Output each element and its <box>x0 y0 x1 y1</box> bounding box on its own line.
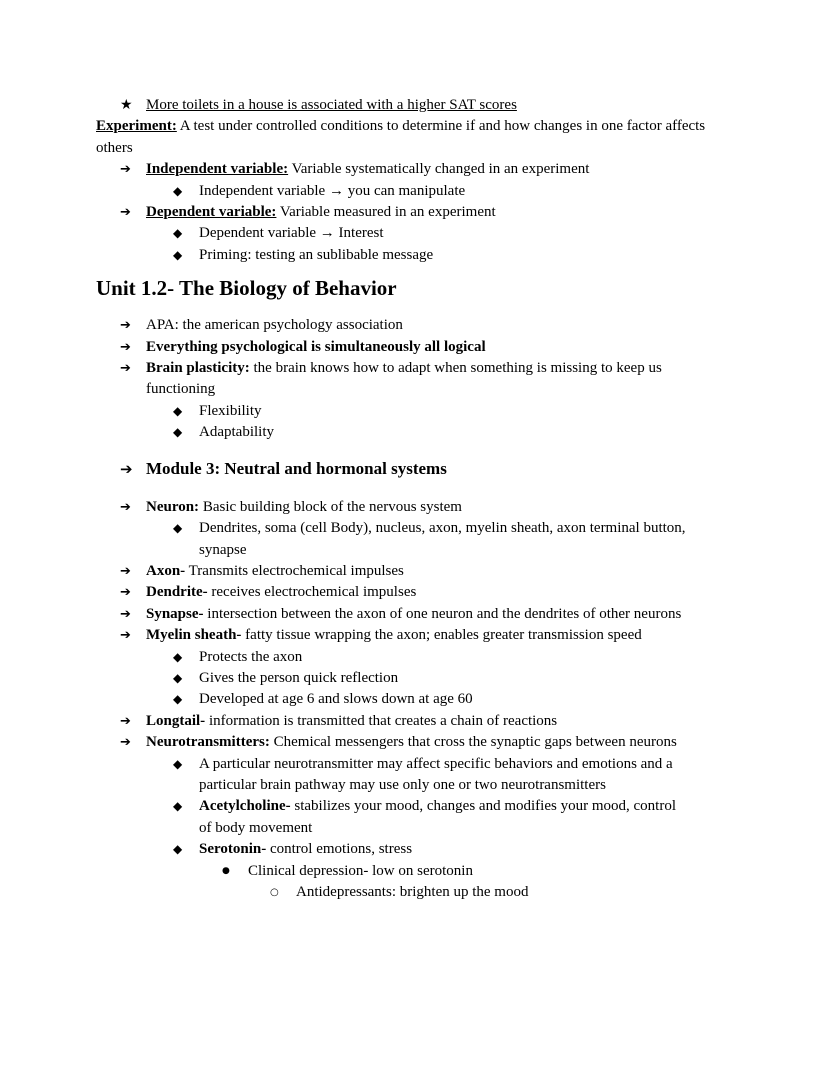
note-line-continuation <box>96 540 756 561</box>
diamond-icon: ◆ <box>173 403 183 418</box>
note-line-continuation <box>96 138 756 159</box>
note-line <box>96 116 756 137</box>
subsection-heading <box>96 457 756 481</box>
diamond-icon: ◆ <box>173 226 183 241</box>
line-text: of body movement <box>199 819 313 836</box>
note-line <box>96 337 756 358</box>
indent-spacer <box>173 540 199 561</box>
line-text: functioning <box>146 381 216 398</box>
note-line <box>96 561 756 582</box>
section-heading <box>96 274 756 302</box>
line-text: Serotonin- control emotions, stress <box>199 841 413 858</box>
line-text: A particular neurotransmitter may affect specific behaviors and emotions and a <box>199 755 673 772</box>
line-text: APA: the american psychology association <box>146 317 403 334</box>
arrow-icon: ➔ <box>120 713 131 729</box>
note-line <box>96 647 756 668</box>
note-line <box>96 839 756 860</box>
line-text: Dendrites, soma (cell Body), nucleus, axon, myelin sheath, axon terminal button, <box>199 520 686 537</box>
diamond-icon: ◆ <box>173 521 183 536</box>
line-text: Independent variable → you can manipulate <box>199 182 466 199</box>
diamond-icon: ◆ <box>173 842 183 857</box>
diamond-icon: ◆ <box>173 247 183 262</box>
line-text: Axon- Transmits electrochemical impulses <box>146 562 404 579</box>
arrow-icon: ➔ <box>120 162 131 178</box>
note-line <box>96 668 756 689</box>
diamond-icon: ◆ <box>173 756 183 771</box>
arrow-icon: ➔ <box>120 563 131 579</box>
dot-icon: ● <box>222 865 230 876</box>
note-line <box>96 159 756 180</box>
note-line <box>96 245 756 266</box>
line-text: Dependent variable: Variable measured in an experiment <box>146 204 496 221</box>
line-text: Everything psychological is simultaneously all logical <box>146 338 486 355</box>
diamond-icon: ◆ <box>173 670 183 685</box>
note-line <box>96 754 756 775</box>
line-text: Clinical depression- low on serotonin <box>248 862 473 879</box>
line-text: Dependent variable → Interest <box>199 225 384 242</box>
arrow-icon: ➔ <box>120 606 131 622</box>
diamond-icon: ◆ <box>173 692 183 707</box>
line-text: More toilets in a house is associated with a higher SAT scores <box>146 97 517 113</box>
note-line <box>96 582 756 603</box>
indent-spacer <box>173 775 199 796</box>
line-text: Unit 1.2- The Biology of Behavior <box>96 276 397 301</box>
diamond-icon: ◆ <box>173 183 183 198</box>
line-text: Independent variable: Variable systematically changed in an experiment <box>146 161 590 178</box>
line-text: Acetylcholine- stabilizes your mood, changes and modifies your mood, control <box>199 798 676 815</box>
notes-content <box>96 95 756 903</box>
diamond-icon: ◆ <box>173 425 183 440</box>
line-text: Adaptability <box>199 424 274 441</box>
star-icon: ★ <box>120 97 133 113</box>
note-line <box>96 95 756 116</box>
note-line <box>96 689 756 710</box>
note-line <box>96 315 756 336</box>
note-line <box>96 358 756 379</box>
arrow-icon: ➔ <box>120 628 131 644</box>
diamond-icon: ◆ <box>173 799 183 814</box>
line-text: Neurotransmitters: Chemical messengers that cross the synaptic gaps between neurons <box>146 734 677 751</box>
line-text: Antidepressants: brighten up the mood <box>296 884 529 900</box>
note-line <box>96 625 756 646</box>
note-line <box>96 796 756 817</box>
arrow-icon: ➔ <box>120 499 131 515</box>
line-text: Priming: testing an sublibable message <box>199 246 434 263</box>
note-line <box>96 732 756 753</box>
line-text: Dendrite- receives electrochemical impulses <box>146 584 417 601</box>
line-text: Flexibility <box>199 402 262 419</box>
note-line-continuation <box>96 818 756 839</box>
line-text: others <box>96 139 133 156</box>
line-text: Longtail- information is transmitted that creates a chain of reactions <box>146 712 558 729</box>
note-line <box>96 861 756 882</box>
note-line <box>96 223 756 244</box>
note-line-continuation <box>96 379 756 400</box>
note-line <box>96 518 756 539</box>
arrow-icon: ➔ <box>120 459 133 478</box>
arrow-icon: ➔ <box>120 339 131 355</box>
note-line <box>96 181 756 202</box>
note-line <box>96 711 756 732</box>
line-text: Brain plasticity: the brain knows how to adapt when something is missing to keep us <box>146 360 662 377</box>
line-text: Synapse- intersection between the axon of one neuron and the dendrites of other neurons <box>146 605 682 622</box>
note-line <box>96 604 756 625</box>
diamond-icon: ◆ <box>173 649 183 664</box>
note-line-continuation <box>96 775 756 796</box>
arrow-icon: ➔ <box>120 205 131 221</box>
note-line <box>96 401 756 422</box>
line-text: particular brain pathway may use only one or two neurotransmitters <box>199 776 606 793</box>
arrow-icon: ➔ <box>120 585 131 601</box>
line-text: Gives the person quick reflection <box>199 669 399 686</box>
indent-spacer <box>120 379 146 400</box>
note-line <box>96 882 756 903</box>
line-text: synapse <box>199 541 247 558</box>
note-line <box>96 202 756 223</box>
circle-icon: ○ <box>270 887 279 898</box>
line-text: Developed at age 6 and slows down at age 60 <box>199 691 473 708</box>
line-text: Experiment: A test under controlled conditions to determine if and how changes in one factor affects <box>96 118 706 135</box>
line-text: Neuron: Basic building block of the nervous system <box>146 498 462 515</box>
arrow-icon: ➔ <box>120 735 131 751</box>
note-line <box>96 422 756 443</box>
line-text: Myelin sheath- fatty tissue wrapping the axon; enables greater transmission speed <box>146 627 642 644</box>
note-line <box>96 497 756 518</box>
arrow-icon: ➔ <box>120 361 131 377</box>
line-text: Module 3: Neutral and hormonal systems <box>146 458 447 478</box>
indent-spacer <box>173 818 199 839</box>
line-text: Protects the axon <box>199 648 303 665</box>
arrow-icon: ➔ <box>120 318 131 334</box>
